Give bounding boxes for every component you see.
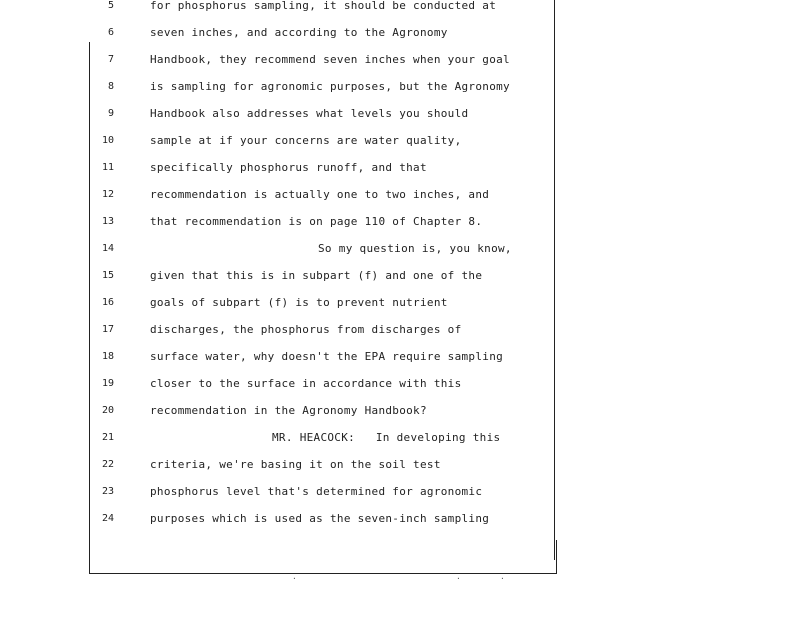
transcript-line: that recommendation is on page 110 of Chapter 8.	[150, 215, 483, 228]
transcript-line: recommendation in the Agronomy Handbook?	[150, 404, 427, 417]
line-number: 14	[101, 243, 114, 254]
line-number: 21	[101, 432, 114, 443]
transcript-line: discharges, the phosphorus from discharges of	[150, 323, 462, 336]
line-number: 20	[101, 405, 114, 416]
page-right-border	[554, 0, 555, 560]
line-number: 13	[101, 216, 114, 227]
line-number: 9	[107, 108, 114, 119]
line-number: 5	[107, 0, 114, 11]
line-number: 22	[101, 459, 114, 470]
line-number: 12	[101, 189, 114, 200]
line-number: 23	[101, 486, 114, 497]
line-number: 24	[101, 513, 114, 524]
transcript-line: closer to the surface in accordance with this	[150, 377, 462, 390]
transcript-line: purposes which is used as the seven-inch sampling	[150, 512, 490, 525]
line-number: 10	[101, 135, 114, 146]
transcript-line: surface water, why doesn't the EPA require sampling	[150, 350, 504, 363]
transcript-line: seven inches, and according to the Agronomy	[150, 26, 448, 39]
transcript-line: Handbook also addresses what levels you should	[150, 107, 469, 120]
scan-mark: ·	[292, 574, 297, 583]
line-number: 6	[107, 27, 114, 38]
scan-mark: ·	[456, 574, 461, 583]
line-number: 11	[101, 162, 114, 173]
page-right-border-stub	[556, 540, 557, 574]
page-left-border	[89, 42, 90, 574]
transcript-line: So my question is, you know,	[318, 242, 512, 255]
transcript-line: is sampling for agronomic purposes, but the Agronomy	[150, 80, 510, 93]
transcript-line: criteria, we're basing it on the soil test	[150, 458, 441, 471]
line-number: 18	[101, 351, 114, 362]
line-number: 16	[101, 297, 114, 308]
transcript-line: specifically phosphorus runoff, and that	[150, 161, 427, 174]
line-number: 19	[101, 378, 114, 389]
transcript-line: Handbook, they recommend seven inches when your goal	[150, 53, 510, 66]
line-number: 17	[101, 324, 114, 335]
line-number: 15	[101, 270, 114, 281]
transcript-line: given that this is in subpart (f) and one of the	[150, 269, 483, 282]
page-bottom-border	[89, 573, 556, 574]
speaker-line: MR. HEACOCK: In developing this	[272, 431, 501, 444]
line-number: 7	[107, 54, 114, 65]
line-number: 8	[107, 81, 114, 92]
transcript-line: goals of subpart (f) is to prevent nutrient	[150, 296, 448, 309]
transcript-line: phosphorus level that's determined for agronomic	[150, 485, 483, 498]
transcript-line: for phosphorus sampling, it should be conducted at	[150, 0, 497, 12]
scan-mark: ·	[500, 574, 505, 583]
transcript-line: recommendation is actually one to two inches, and	[150, 188, 490, 201]
transcript-line: sample at if your concerns are water quality,	[150, 134, 462, 147]
